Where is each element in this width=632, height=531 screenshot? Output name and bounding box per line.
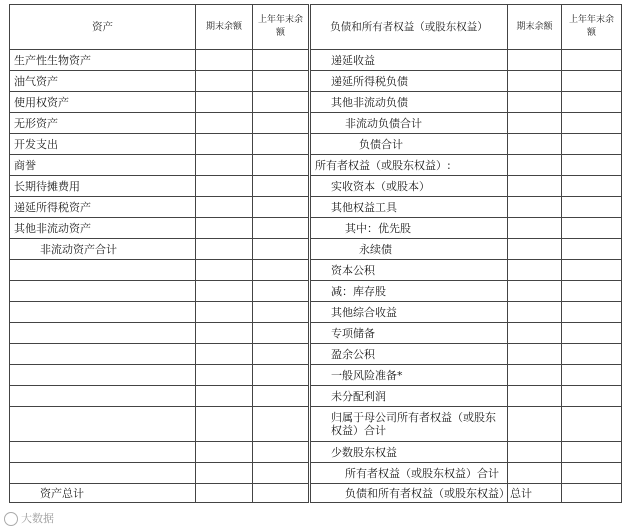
asset-label: [10, 323, 196, 344]
asset-prev-cell: [253, 386, 310, 407]
liab-prev-cell: [562, 50, 622, 71]
table-row: [10, 484, 622, 503]
watermark-logo-icon: [4, 512, 18, 526]
asset-end-cell: [196, 386, 253, 407]
table-row: [10, 239, 622, 260]
liab-prev-cell: [562, 463, 622, 484]
asset-end-cell: [196, 463, 253, 484]
table-row: [10, 92, 622, 113]
asset-end-cell: [196, 484, 253, 503]
asset-label: [10, 281, 196, 302]
liab-label: 减：库存股: [310, 281, 508, 302]
liab-prev-cell: [562, 155, 622, 176]
header-prev-year-end: 上年年末余额: [253, 5, 310, 50]
asset-end-cell: [196, 260, 253, 281]
asset-end-cell: [196, 197, 253, 218]
table-row: [10, 463, 622, 484]
liab-prev-cell: [562, 407, 622, 442]
asset-label: [10, 260, 196, 281]
asset-end-cell: [196, 92, 253, 113]
balance-sheet: [9, 4, 621, 503]
header-assets: 资产: [10, 5, 196, 50]
table-row: [10, 155, 622, 176]
asset-end-cell: [196, 134, 253, 155]
table-row: [10, 218, 622, 239]
asset-prev-cell: [253, 176, 310, 197]
asset-prev-cell: [253, 442, 310, 463]
liab-label: 负债合计: [310, 134, 508, 155]
liab-prev-cell: [562, 365, 622, 386]
asset-end-cell: [196, 365, 253, 386]
liab-label: 递延所得税负债: [310, 71, 508, 92]
asset-label: 递延所得税资产: [10, 197, 196, 218]
asset-prev-cell: [253, 134, 310, 155]
liab-label: 永续债: [310, 239, 508, 260]
watermark-text: 大数据: [21, 512, 54, 525]
liab-end-cell: [508, 134, 562, 155]
balance-sheet-table: [9, 4, 622, 503]
liab-end-cell: [508, 344, 562, 365]
asset-label: 油气资产: [10, 71, 196, 92]
liab-label: 一般风险准备*: [310, 365, 508, 386]
asset-label: [10, 463, 196, 484]
asset-end-cell: [196, 344, 253, 365]
asset-prev-cell: [253, 407, 310, 442]
liab-end-cell: [508, 218, 562, 239]
asset-label: 其他非流动资产: [10, 218, 196, 239]
table-row: [10, 260, 622, 281]
asset-end-cell: [196, 155, 253, 176]
header-end-balance: 期末余额: [196, 5, 253, 50]
liab-end-cell: [508, 302, 562, 323]
table-row: [10, 281, 622, 302]
liab-end-cell: [508, 176, 562, 197]
asset-label: 开发支出: [10, 134, 196, 155]
asset-end-cell: [196, 176, 253, 197]
asset-prev-cell: [253, 92, 310, 113]
liab-prev-cell: [562, 386, 622, 407]
asset-end-cell: [196, 323, 253, 344]
asset-label: [10, 344, 196, 365]
liab-label: 所有者权益（或股东权益）合计: [310, 463, 508, 484]
liab-end-cell: [508, 442, 562, 463]
liab-prev-cell: [562, 484, 622, 503]
liab-label: 少数股东权益: [310, 442, 508, 463]
asset-prev-cell: [253, 281, 310, 302]
table-row: [10, 50, 622, 71]
asset-label: [10, 386, 196, 407]
liab-label: 其他综合收益: [310, 302, 508, 323]
liab-end-cell: [508, 50, 562, 71]
liab-prev-cell: [562, 302, 622, 323]
asset-label: 使用权资产: [10, 92, 196, 113]
asset-prev-cell: [253, 484, 310, 503]
table-row: [10, 407, 622, 442]
asset-end-cell: [196, 407, 253, 442]
liab-end-cell: [508, 386, 562, 407]
liab-end-cell: [508, 365, 562, 386]
liab-label: 归属于母公司所有者权益（或股东权益）合计: [310, 407, 508, 442]
asset-end-cell: [196, 239, 253, 260]
header-prev-year-end-right: 上年年末余额: [562, 5, 622, 50]
asset-prev-cell: [253, 463, 310, 484]
asset-prev-cell: [253, 155, 310, 176]
liab-end-cell: [508, 260, 562, 281]
liab-label: 专项储备: [310, 323, 508, 344]
liab-prev-cell: [562, 197, 622, 218]
asset-label: 生产性生物资产: [10, 50, 196, 71]
liab-prev-cell: [562, 442, 622, 463]
liab-label: 非流动负债合计: [310, 113, 508, 134]
asset-end-cell: [196, 71, 253, 92]
liab-end-cell: [508, 71, 562, 92]
asset-total-label: 资产总计: [10, 484, 196, 503]
liab-end-cell: [508, 239, 562, 260]
liab-end-cell: [508, 323, 562, 344]
liab-label: 实收资本（或股本）: [310, 176, 508, 197]
liab-prev-cell: [562, 113, 622, 134]
liab-end-cell: [508, 113, 562, 134]
liab-label: 盈余公积: [310, 344, 508, 365]
asset-end-cell: [196, 281, 253, 302]
table-row: [10, 386, 622, 407]
liab-label: 其他非流动负债: [310, 92, 508, 113]
asset-label: 商誉: [10, 155, 196, 176]
asset-prev-cell: [253, 344, 310, 365]
liab-prev-cell: [562, 281, 622, 302]
header-end-balance-right: 期末余额: [508, 5, 562, 50]
liab-prev-cell: [562, 344, 622, 365]
asset-label: [10, 302, 196, 323]
table-row: [10, 442, 622, 463]
liab-end-cell: [508, 463, 562, 484]
asset-prev-cell: [253, 302, 310, 323]
asset-prev-cell: [253, 50, 310, 71]
asset-prev-cell: [253, 323, 310, 344]
watermark: [4, 510, 54, 526]
liab-label: 其中：优先股: [310, 218, 508, 239]
table-row: [10, 197, 622, 218]
asset-prev-cell: [253, 239, 310, 260]
asset-end-cell: [196, 302, 253, 323]
liab-prev-cell: [562, 71, 622, 92]
liab-end-cell: [508, 92, 562, 113]
asset-end-cell: [196, 113, 253, 134]
asset-label: 无形资产: [10, 113, 196, 134]
liab-end-cell: [508, 407, 562, 442]
liab-end-cell: [508, 155, 562, 176]
liab-prev-cell: [562, 218, 622, 239]
liab-label: 资本公积: [310, 260, 508, 281]
table-row: [10, 302, 622, 323]
asset-label: 长期待摊费用: [10, 176, 196, 197]
liab-total-label: 负债和所有者权益（或股东权益）总计: [310, 484, 508, 503]
table-row: [10, 134, 622, 155]
liab-prev-cell: [562, 176, 622, 197]
asset-label: 非流动资产合计: [10, 239, 196, 260]
liab-label: 递延收益: [310, 50, 508, 71]
liab-label: 所有者权益（或股东权益）:: [310, 155, 508, 176]
liab-prev-cell: [562, 239, 622, 260]
table-header-row: [10, 5, 622, 50]
asset-prev-cell: [253, 113, 310, 134]
table-row: [10, 365, 622, 386]
asset-prev-cell: [253, 365, 310, 386]
liab-end-cell: [508, 281, 562, 302]
asset-prev-cell: [253, 260, 310, 281]
liab-end-cell: [508, 197, 562, 218]
asset-label: [10, 407, 196, 442]
asset-end-cell: [196, 442, 253, 463]
liab-prev-cell: [562, 260, 622, 281]
liab-label: 未分配利润: [310, 386, 508, 407]
liab-prev-cell: [562, 134, 622, 155]
table-row: [10, 344, 622, 365]
table-row: [10, 176, 622, 197]
asset-prev-cell: [253, 71, 310, 92]
table-row: [10, 323, 622, 344]
header-liab-equity: 负债和所有者权益（或股东权益）: [310, 5, 508, 50]
table-row: [10, 113, 622, 134]
asset-prev-cell: [253, 218, 310, 239]
liab-label: 其他权益工具: [310, 197, 508, 218]
liab-prev-cell: [562, 92, 622, 113]
liab-prev-cell: [562, 323, 622, 344]
asset-end-cell: [196, 50, 253, 71]
table-row: [10, 71, 622, 92]
asset-label: [10, 442, 196, 463]
asset-label: [10, 365, 196, 386]
asset-end-cell: [196, 218, 253, 239]
asset-prev-cell: [253, 197, 310, 218]
